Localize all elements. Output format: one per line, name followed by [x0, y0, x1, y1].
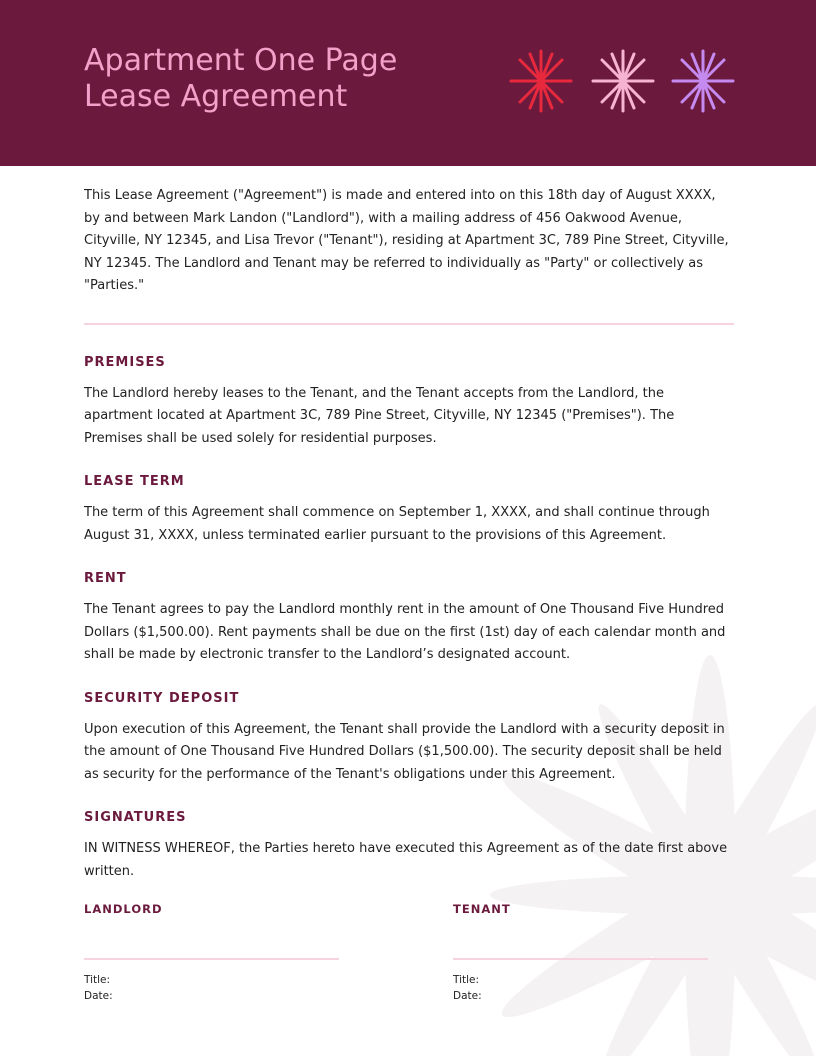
section-premises: [84, 354, 734, 451]
section-text: The Landlord hereby leases to the Tenant, and the Tenant accepts from the Landlord, the apartment located at Apartment 3C, 789 Pine Street, Cityville, NY 12345 ("Premises"). The Premises shall be used solely for residential purposes.: [84, 385, 675, 446]
section-text: The term of this Agreement shall commence on September 1, XXXX, and shall continue through August 31, XXXX, unless terminated earlier pursuant to the provisions of this Agreement.: [84, 505, 710, 543]
tenant-signature: [453, 902, 708, 1002]
asterisk-star-icon: [590, 48, 656, 114]
title-line-2: Lease Agreement: [84, 79, 348, 114]
agreement-body: [84, 185, 734, 906]
section-text: The Tenant agrees to pay the Landlord monthly rent in the amount of One Thousand Five Hundred Dollars ($1,500.00). Rent payments shall be due on the first (1st) day of each calendar month and shall be made by electronic transfer to the Landlord’s designated account.: [84, 602, 726, 662]
date-label: Date:: [453, 990, 482, 1002]
signature-block: [84, 902, 744, 1012]
section-heading: SECURITY DEPOSIT: [84, 690, 240, 706]
asterisk-star-icon: [508, 48, 574, 114]
signature-label: LANDLORD: [84, 902, 163, 916]
section-text: IN WITNESS WHEREOF, the Parties hereto have executed this Agreement as of the date first above written.: [84, 841, 728, 879]
section-text: Upon execution of this Agreement, the Tenant shall provide the Landlord with a security deposit in the amount of One Thousand Five Hundred Dollars ($1,500.00). The security deposit shall be held as security for the performance of the Tenant's obligations under this Agreement.: [84, 721, 725, 782]
title-label: Title:: [453, 974, 480, 986]
decorative-stars: [508, 48, 738, 114]
signature-fields: [84, 972, 113, 1004]
date-label: Date:: [84, 990, 113, 1002]
signature-line: [453, 958, 708, 960]
landlord-signature: [84, 902, 339, 1002]
title-line-1: Apartment One Page: [84, 43, 398, 78]
intro-paragraph: This Lease Agreement ("Agreement") is made and entered into on this 18th day of August XXXX, by and between Mark Landon ("Landlord"), with a mailing address of 456 Oakwood Avenue, Cityville, NY 12345, and Lisa Trevor ("Tenant"), residing at Apartment 3C, 789 Pine Street, Cityville, NY 12345. The Landlord and Tenant may be referred to individually as "Party" or collectively as "Parties.": [84, 188, 729, 293]
section-heading: PREMISES: [84, 354, 166, 370]
header-banner: [0, 0, 816, 166]
signature-label: TENANT: [453, 902, 511, 916]
section-security-deposit: [84, 690, 734, 787]
asterisk-star-icon: [670, 48, 736, 114]
section-signatures: [84, 809, 734, 883]
section-heading: LEASE TERM: [84, 474, 185, 489]
section-lease-term: [84, 473, 734, 547]
section-divider: [84, 323, 734, 325]
section-heading: SIGNATURES: [84, 810, 187, 825]
section-heading: RENT: [84, 571, 127, 586]
signature-line: [84, 958, 339, 960]
section-rent: [84, 570, 734, 667]
title-label: Title:: [84, 974, 111, 986]
page-title: [84, 43, 484, 115]
signature-fields: [453, 972, 482, 1004]
